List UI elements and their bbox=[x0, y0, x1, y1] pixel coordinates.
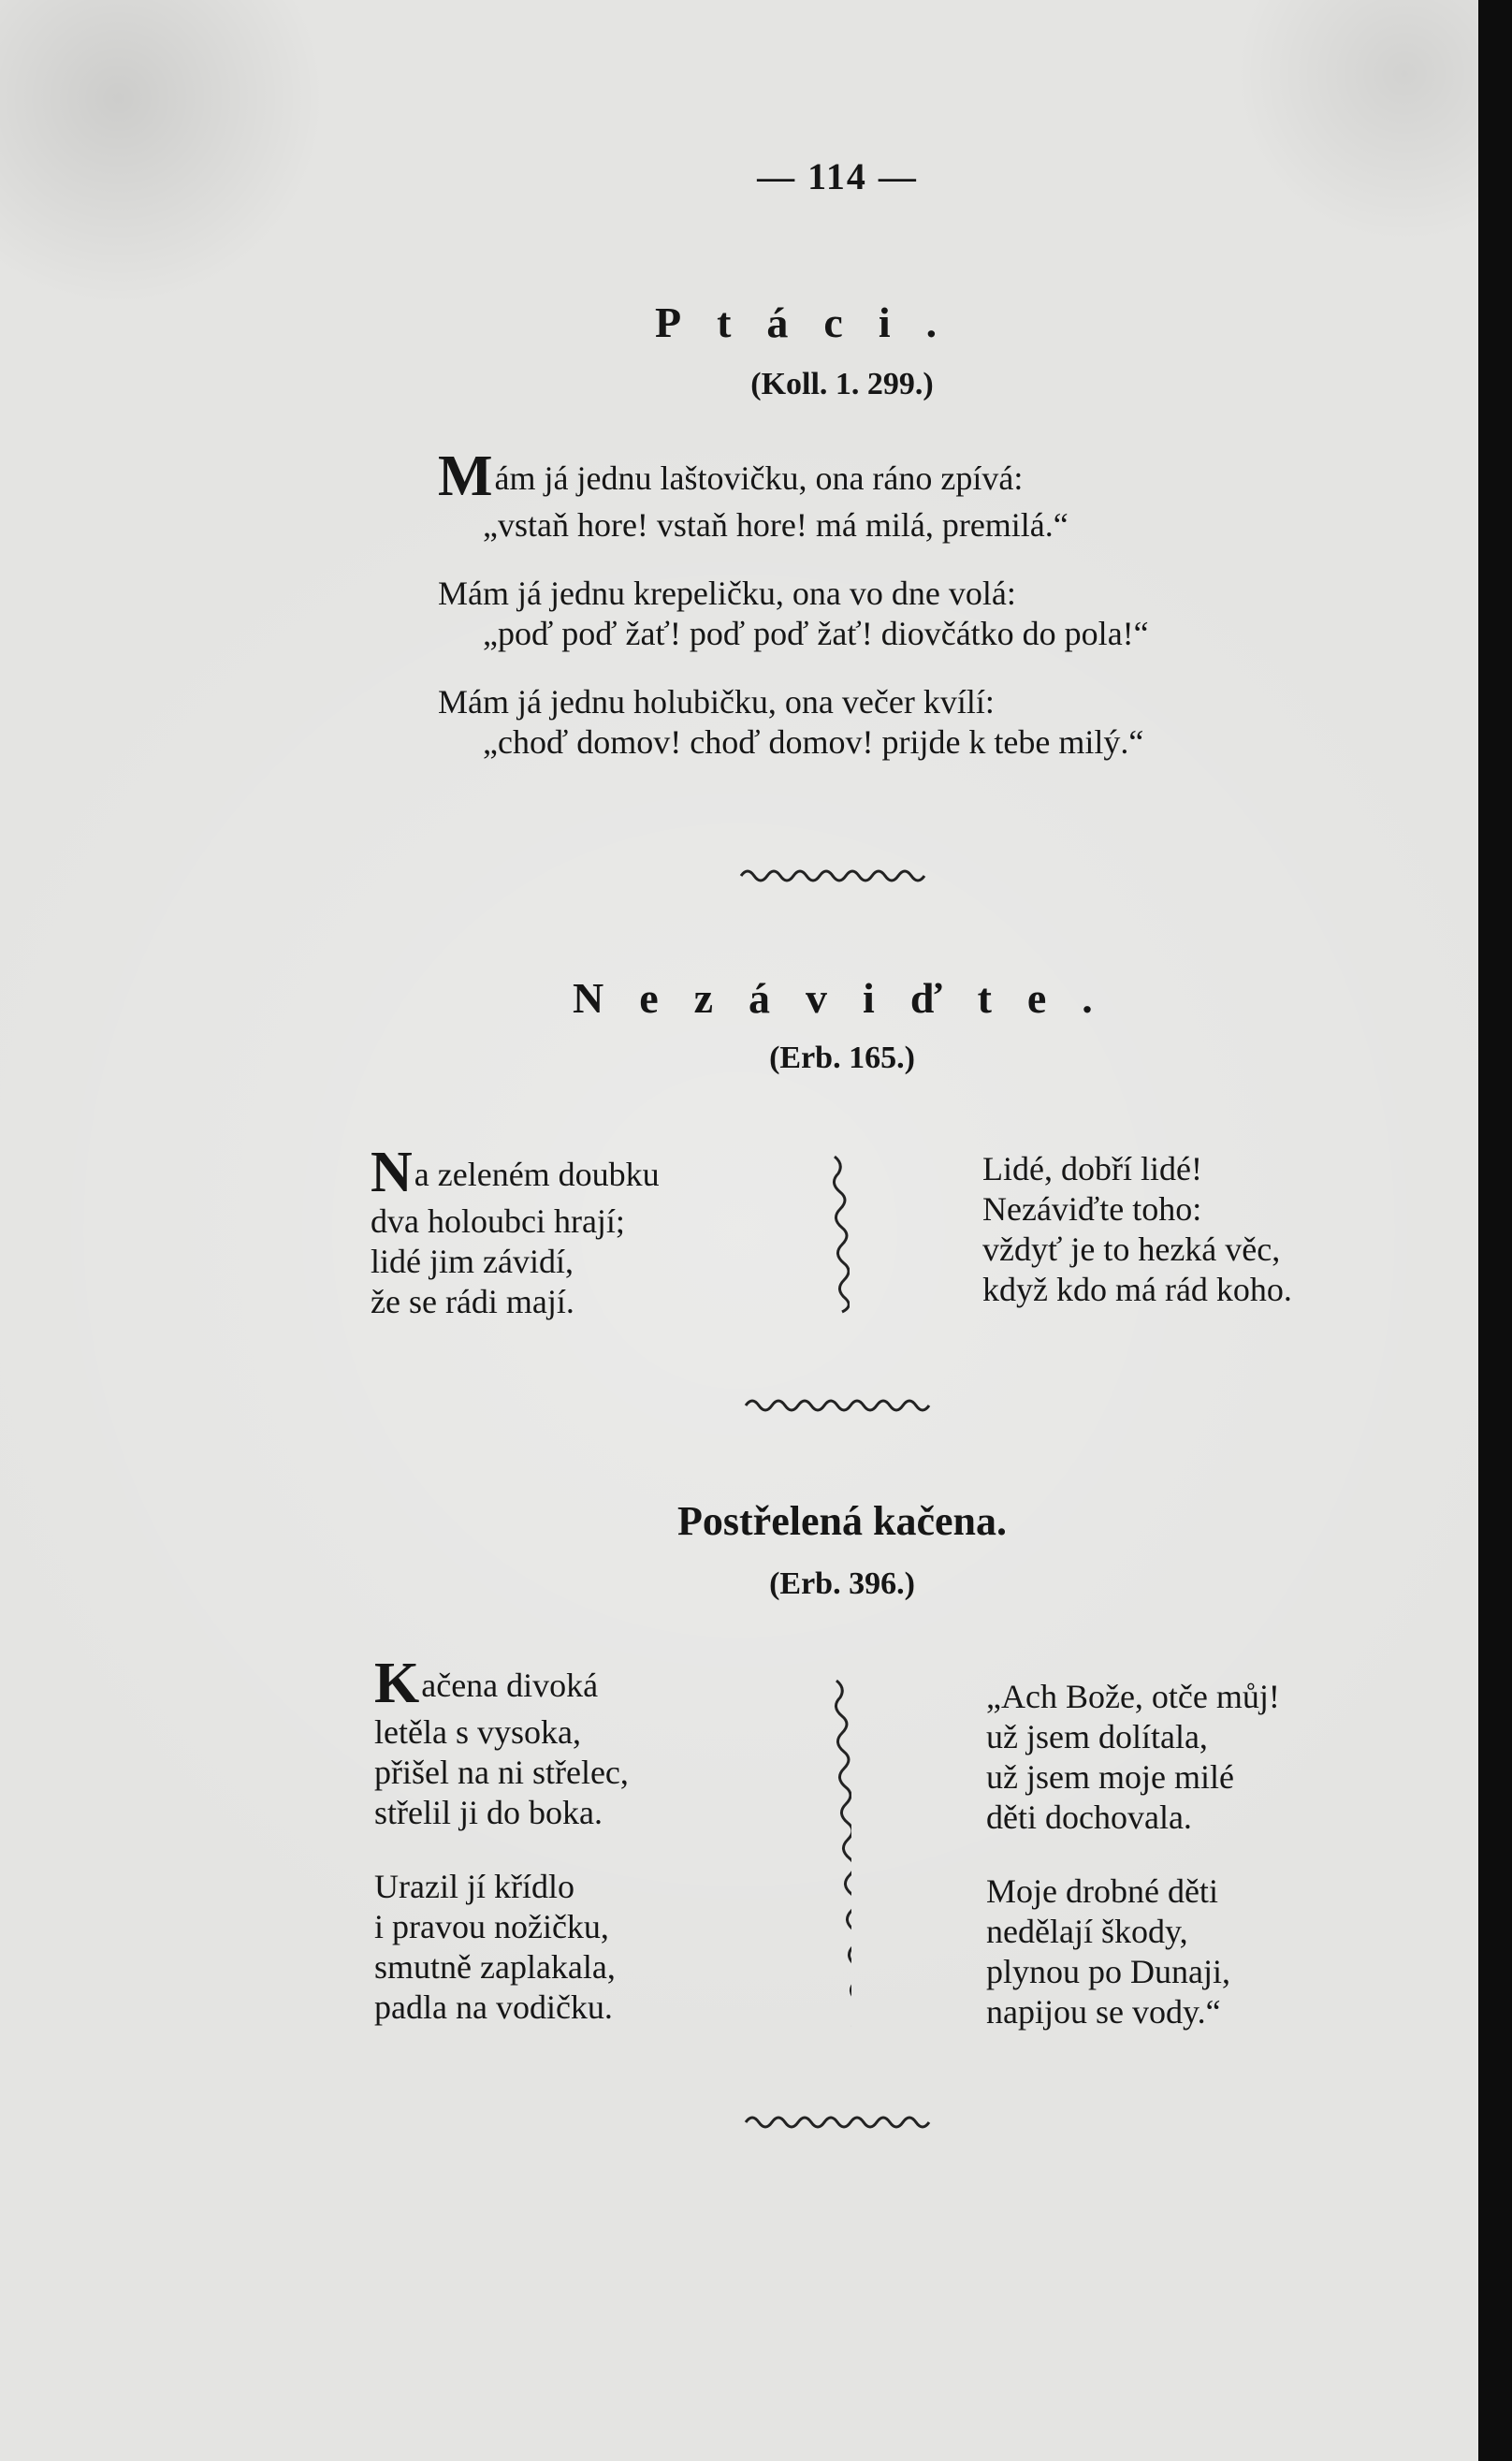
verse-line bbox=[371, 1141, 660, 1204]
verse-line: vždyť je to hezká věc, bbox=[982, 1230, 1281, 1268]
drop-capital: M bbox=[438, 444, 493, 508]
verse-text: ám já jednu laštovičku, ona ráno zpívá: bbox=[494, 459, 1024, 497]
verse-line: nedělají škody, bbox=[986, 1913, 1188, 1950]
ornament-divider bbox=[739, 863, 936, 885]
verse-line: přišel na ni střelec, bbox=[374, 1754, 629, 1791]
poem-left-column bbox=[371, 1143, 660, 1322]
verse-line: že se rádi mají. bbox=[371, 1283, 574, 1320]
poem-title: Ptáci. bbox=[655, 299, 973, 346]
verse-line: už jsem moje milé bbox=[986, 1758, 1234, 1796]
verse-line: plynou po Dunaji, bbox=[986, 1953, 1230, 1990]
ornament-divider bbox=[744, 2109, 940, 2132]
verse-line: „vstaň hore! vstaň hore! má milá, premilá.“ bbox=[483, 506, 1069, 544]
drop-capital: N bbox=[371, 1141, 413, 1204]
verse-line: Lidé, dobří lidé! bbox=[982, 1150, 1202, 1187]
poem-title: Postřelená kačena. bbox=[677, 1498, 1007, 1544]
verse-line: už jsem dolítala, bbox=[986, 1718, 1208, 1755]
poem-source: (Koll. 1. 299.) bbox=[750, 367, 934, 401]
verse-line: střelil ji do boka. bbox=[374, 1794, 603, 1831]
verse-line: smutně zaplakala, bbox=[374, 1948, 616, 1986]
verse-line: Mám já jednu holubičku, ona večer kvílí: bbox=[438, 683, 995, 721]
verse-line bbox=[374, 1652, 629, 1715]
verse-line: dva holoubci hrají; bbox=[371, 1202, 625, 1240]
verse-line: „poď poď žať! poď poď žať! diovčátko do pola!“ bbox=[483, 615, 1149, 652]
verse-line bbox=[438, 444, 1149, 508]
poem-source: (Erb. 165.) bbox=[769, 1041, 915, 1075]
ornament-divider bbox=[744, 1392, 940, 1415]
brace-divider bbox=[827, 1153, 850, 1318]
verse-line: letěla s vysoka, bbox=[374, 1713, 581, 1751]
verse-line: i pravou nožičku, bbox=[374, 1908, 609, 1945]
verse-text: a zeleném doubku bbox=[414, 1156, 660, 1193]
verse-line: Urazil jí křídlo bbox=[374, 1868, 574, 1905]
page-number: — 114 — bbox=[757, 155, 918, 197]
drop-capital: K bbox=[374, 1652, 420, 1715]
poem-left-column bbox=[374, 1654, 629, 2028]
verse-line: lidé jim závidí, bbox=[371, 1243, 574, 1280]
verse-line: napijou se vody.“ bbox=[986, 1993, 1221, 2031]
poem-body bbox=[438, 444, 1149, 763]
poem-right-column bbox=[986, 1677, 1280, 2032]
verse-line: Moje drobné děti bbox=[986, 1872, 1218, 1910]
verse-line: Mám já jednu krepeličku, ona vo dne volá: bbox=[438, 575, 1016, 612]
verse-line: padla na vodičku. bbox=[374, 1988, 613, 2026]
poem-source: (Erb. 396.) bbox=[769, 1566, 915, 1601]
scan-edge bbox=[1478, 0, 1512, 2461]
verse-text: ačena divoká bbox=[421, 1667, 599, 1704]
verse-line: Nezáviďte toho: bbox=[982, 1190, 1202, 1228]
poem-right-column bbox=[982, 1149, 1292, 1310]
poem-title: Nezáviďte. bbox=[573, 974, 1128, 1022]
verse-line: děti dochovala. bbox=[986, 1798, 1192, 1836]
verse-line: „choď domov! choď domov! prijde k tebe milý.“ bbox=[483, 723, 1144, 761]
brace-divider bbox=[829, 1677, 851, 2032]
verse-line: „Ach Bože, otče můj! bbox=[986, 1678, 1280, 1715]
verse-line: když kdo má rád koho. bbox=[982, 1271, 1292, 1308]
